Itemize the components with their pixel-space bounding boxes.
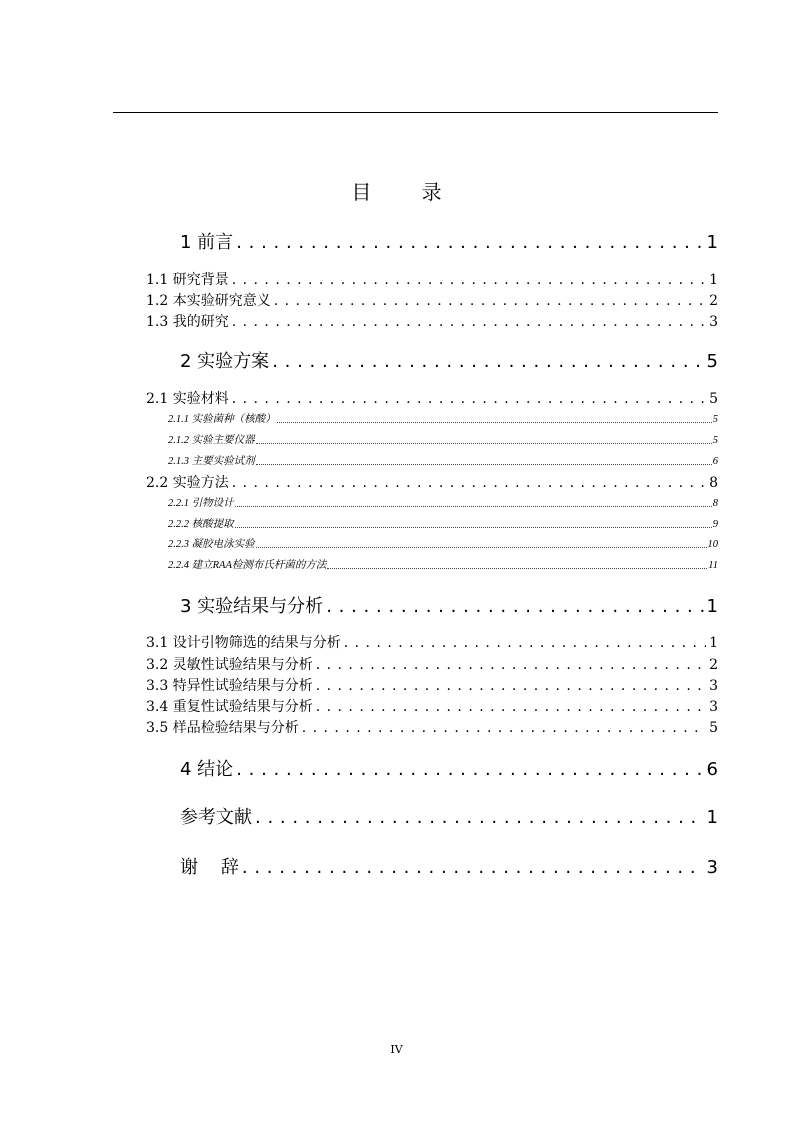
dot-leader [242,857,704,878]
toc-entry-page: 1 [706,232,718,253]
dot-leader [232,391,706,407]
toc-entry-label: 3.2 灵敏性试验结果与分析 [146,657,313,673]
toc-entry-chapter-4[interactable] [180,755,718,781]
toc-entry-page: 9 [712,519,718,530]
toc-entry-page: 8 [712,498,718,509]
toc-entry-chapter-1[interactable] [180,228,718,254]
toc-entry-subsection-2-1-1[interactable] [168,411,718,426]
toc-entry-subsection-2-2-1[interactable] [168,495,718,510]
toc-entry-section-3-3[interactable] [146,675,718,695]
toc-entry-page: 3 [709,699,718,715]
toc-entry-chapter-3[interactable] [180,592,718,618]
toc-entry-section-3-4[interactable] [146,696,718,716]
toc-entry-section-2-1[interactable] [146,388,718,408]
toc-entry-label: 谢 辞 [180,857,239,878]
toc-entry-label: 3 实验结果与分析 [180,596,324,617]
toc-entry-section-3-1[interactable] [146,632,718,652]
toc-entry-label: 1.2 本实验研究意义 [146,293,271,309]
toc-entry-subsection-2-1-2[interactable] [168,432,718,447]
dot-leader [316,678,706,694]
toc-entry-label: 4 结论 [180,759,234,780]
toc-entry-label: 3.1 设计引物筛选的结果与分析 [146,635,341,651]
dot-leader [277,421,712,423]
toc-entry-section-3-5[interactable] [146,717,718,737]
toc-entry-subsection-2-2-3[interactable] [168,536,718,551]
dot-leader [302,720,706,736]
toc-entry-subsection-2-2-4[interactable] [168,557,718,572]
toc-entry-label: 2.1 实验材料 [146,391,229,407]
dot-leader [232,314,706,330]
header-rule [113,112,718,113]
toc-entry-section-1-3[interactable] [146,311,718,331]
dot-leader [256,546,707,548]
toc-entry-page: 5 [712,435,718,446]
toc-entry-section-1-1[interactable] [146,269,718,289]
toc-entry-page: 5 [706,351,718,372]
toc-entry-page: 2 [709,657,718,673]
toc-title: 目 录 [351,180,464,204]
dot-leader [316,657,706,673]
toc-entry-label: 2.2.2 核酸提取 [168,519,234,530]
toc-entry-page: 1 [709,635,718,651]
dot-leader [326,596,703,617]
toc-entry-page: 3 [709,314,718,330]
toc-entry-page: 11 [708,560,718,571]
toc-entry-page: 8 [709,475,718,491]
toc-entry-page: 5 [709,391,718,407]
toc-entry-page: 1 [706,596,718,617]
footer-page-number: IV [390,1043,403,1056]
toc-entry-page: 6 [706,759,718,780]
toc-entry-references[interactable] [180,803,718,829]
toc-entry-label: 2 实验方案 [180,351,270,372]
toc-entry-label: 1 前言 [180,232,234,253]
dot-leader [232,272,706,288]
dot-leader [255,807,704,828]
dot-leader [256,442,712,444]
toc-entry-label: 1.1 研究背景 [146,272,229,288]
toc-entry-label: 2.2 实验方法 [146,475,229,491]
dot-leader [235,526,712,528]
dot-leader [327,567,707,569]
toc-entry-page: 2 [709,293,718,309]
toc-entry-label: 3.5 样品检验结果与分析 [146,720,299,736]
toc-entry-label: 2.2.1 引物设计 [168,498,234,509]
toc-entry-page: 5 [709,720,718,736]
toc-entry-page: 10 [707,539,718,550]
toc-entry-label: 2.1.3 主要实验试剂 [168,456,255,467]
toc-entry-page: 3 [706,857,718,878]
toc-entry-subsection-2-1-3[interactable] [168,453,718,468]
toc-entry-page: 1 [706,807,718,828]
dot-leader [235,505,712,507]
toc-entry-chapter-2[interactable] [180,347,718,373]
dot-leader [236,759,703,780]
dot-leader [232,475,706,491]
toc-entry-section-3-2[interactable] [146,654,718,674]
toc-entry-page: 5 [712,414,718,425]
dot-leader [316,699,706,715]
toc-entry-page: 6 [712,456,718,467]
dot-leader [274,293,706,309]
toc-entry-page: 3 [709,678,718,694]
toc-entry-label: 3.4 重复性试验结果与分析 [146,699,313,715]
dot-leader [256,463,712,465]
toc-entry-subsection-2-2-2[interactable] [168,516,718,531]
toc-entry-label: 3.3 特异性试验结果与分析 [146,678,313,694]
toc-entry-label: 1.3 我的研究 [146,314,229,330]
dot-leader [272,351,703,372]
toc-entry-label: 2.1.1 实验菌种（核酸） [168,414,276,425]
toc-entry-section-2-2[interactable] [146,472,718,492]
toc-entry-label: 2.2.4 建立RAA检测布氏杆菌的方法 [168,560,327,571]
toc-entry-page: 1 [709,272,718,288]
toc-entry-acknowledgements[interactable] [180,853,718,879]
toc-entry-label: 2.1.2 实验主要仪器 [168,435,255,446]
dot-leader [236,232,703,253]
toc-entry-label: 参考文献 [180,807,252,828]
toc-entry-label: 2.2.3 凝胶电泳实验 [168,539,255,550]
dot-leader [344,635,706,651]
toc-entry-section-1-2[interactable] [146,290,718,310]
